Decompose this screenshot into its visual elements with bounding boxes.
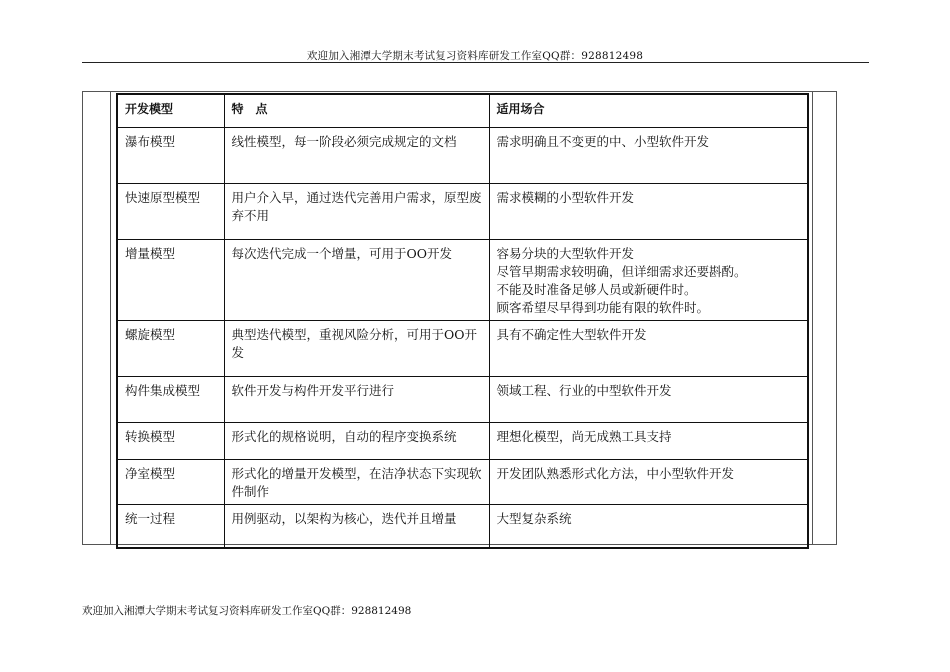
table-row bbox=[117, 422, 808, 459]
scenario-cell bbox=[489, 422, 808, 459]
scenario-cell bbox=[489, 183, 808, 239]
feature-cell: 形式化的规格说明，自动的程序变换系统 bbox=[224, 422, 489, 459]
scenario-line: 需求模糊的小型软件开发 bbox=[496, 189, 635, 205]
feature-cell: 线性模型，每一阶段必须完成规定的文档 bbox=[224, 127, 489, 183]
scenario-line: 大型复杂系统 bbox=[496, 510, 572, 526]
feature-cell: 用例驱动，以架构为核心，迭代并且增量 bbox=[224, 504, 489, 548]
table-row bbox=[117, 127, 808, 183]
model-name-cell: 构件集成模型 bbox=[117, 376, 224, 422]
header-feature: 特 点 bbox=[224, 94, 489, 127]
table-row bbox=[117, 239, 808, 320]
header-model: 开发模型 bbox=[117, 94, 224, 127]
frame-right-rule bbox=[812, 91, 813, 545]
page-header-text: 欢迎加入湘潭大学期末考试复习资料库研发工作室QQ群：928812498 bbox=[306, 50, 644, 62]
scenario-line: 容易分块的大型软件开发 bbox=[496, 245, 635, 261]
scenario-line: 需求明确且不变更的中、小型软件开发 bbox=[496, 133, 710, 149]
scenario-line: 领域工程、行业的中型软件开发 bbox=[496, 382, 672, 398]
model-name-cell: 统一过程 bbox=[117, 504, 224, 548]
development-models-table bbox=[116, 93, 809, 549]
table-header-row bbox=[117, 94, 808, 127]
scenario-cell bbox=[489, 239, 808, 320]
feature-cell: 软件开发与构件开发平行进行 bbox=[224, 376, 489, 422]
scenario-cell bbox=[489, 127, 808, 183]
model-name-cell: 净室模型 bbox=[117, 459, 224, 504]
feature-cell: 每次迭代完成一个增量，可用于OO开发 bbox=[224, 239, 489, 320]
feature-cell: 用户介入早，通过迭代完善用户需求，原型废弃不用 bbox=[224, 183, 489, 239]
page-footer-text: 欢迎加入湘潭大学期末考试复习资料库研发工作室QQ群：928812498 bbox=[82, 605, 412, 617]
scenario-cell bbox=[489, 504, 808, 548]
scenario-line: 不能及时准备足够人员或新硬件时。 bbox=[496, 281, 697, 297]
header-divider bbox=[82, 62, 869, 63]
scenario-cell bbox=[489, 376, 808, 422]
model-name-cell: 增量模型 bbox=[117, 239, 224, 320]
scenario-line: 开发团队熟悉形式化方法，中小型软件开发 bbox=[496, 465, 735, 481]
model-name-cell: 螺旋模型 bbox=[117, 320, 224, 376]
scenario-line: 尽管早期需求较明确，但详细需求还要斟酌。 bbox=[496, 263, 747, 279]
feature-cell: 典型迭代模型，重视风险分析，可用于OO开发 bbox=[224, 320, 489, 376]
model-name-cell: 快速原型模型 bbox=[117, 183, 224, 239]
table-row bbox=[117, 504, 808, 548]
scenario-line: 理想化模型，尚无成熟工具支持 bbox=[496, 428, 672, 444]
table-row bbox=[117, 459, 808, 504]
frame-left-rule bbox=[110, 91, 111, 545]
table-row bbox=[117, 183, 808, 239]
model-name-cell: 转换模型 bbox=[117, 422, 224, 459]
table-row bbox=[117, 376, 808, 422]
scenario-cell bbox=[489, 459, 808, 504]
scenario-line: 具有不确定性大型软件开发 bbox=[496, 326, 647, 342]
table-row bbox=[117, 320, 808, 376]
header-scenario: 适用场合 bbox=[489, 94, 808, 127]
scenario-line: 顾客希望尽早得到功能有限的软件时。 bbox=[496, 299, 710, 315]
table-body bbox=[117, 127, 808, 548]
scenario-cell bbox=[489, 320, 808, 376]
feature-cell: 形式化的增量开发模型，在洁净状态下实现软件制作 bbox=[224, 459, 489, 504]
model-name-cell: 瀑布模型 bbox=[117, 127, 224, 183]
